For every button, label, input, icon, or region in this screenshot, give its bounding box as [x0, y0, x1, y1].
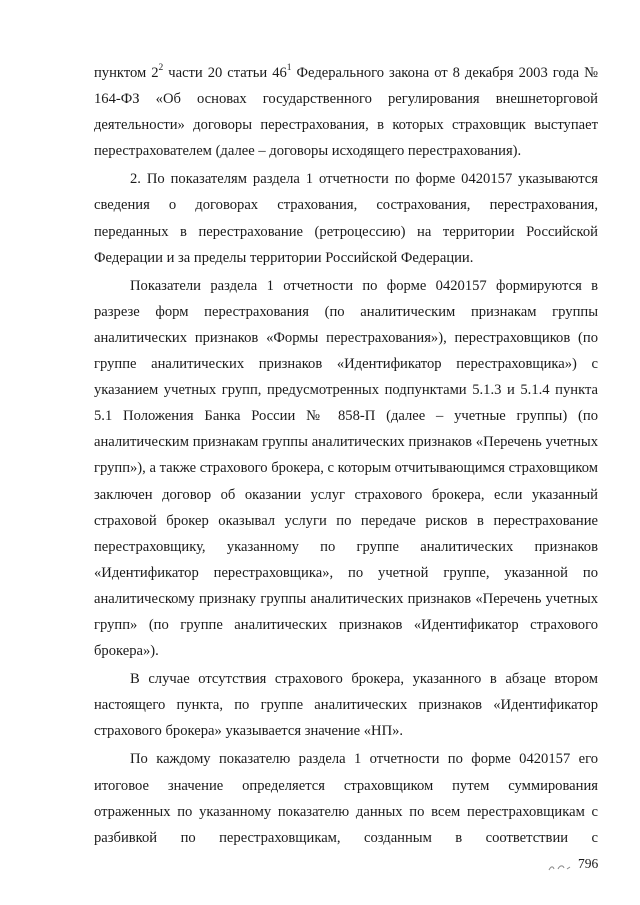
paragraph-item-2: 2. По показателям раздела 1 отчетности по форме 0420157 указываются сведения о договорах страхования, сострахования, перестрахования, переданных в перестрахование (ретроцессию) на территории Российской Федерации и за пределы территории Российской Федерации.	[94, 171, 598, 266]
paragraph-continuation	[94, 60, 598, 164]
document-body	[94, 60, 598, 851]
paragraph-totals: По каждому показателю раздела 1 отчетности по форме 0420157 его итоговое значение определяется страховщиком путем суммирования отраженных по указанному показателю данных по всем перестраховщикам с разбивкой по перестраховщикам, созданным в соответствии с	[94, 751, 598, 846]
text-run: части 20 статьи 46	[163, 65, 287, 81]
superscript: 1	[286, 63, 292, 74]
handwritten-mark-icon	[548, 864, 572, 872]
page-number: 796	[578, 856, 599, 871]
paragraph-section-1-indicators: Показатели раздела 1 отчетности по форме 0420157 формируются в разрезе форм перестрахования (по аналитическим признакам группы аналитических признаков «Формы перестрахования»), перестраховщиков (по группе аналитических признаков «Идентификатор перестраховщика») с указанием учетных групп, предусмотренных подпунктами 5.1.3 и 5.1.4 пункта 5.1 Положения Банка России № 858-П (далее – учетные группы) (по аналитическим признакам группы аналитических признаков «Перечень учетных групп»), а также страхового брокера, с которым отчитывающимся страховщиком заключен договор об оказании услуг страхового брокера, если указанный страховой брокер оказывал услуги по передаче рисков в перестрахование перестраховщику, указанному по группе аналитических признаков «Идентификатор перестраховщика», по учетной группе, указанной по аналитическому признаку группы аналитических признаков «Перечень учетных групп» (по группе аналитических признаков «Идентификатор страхового брокера»).	[94, 277, 598, 660]
text-run: пунктом 2	[94, 65, 159, 81]
superscript: 2	[158, 63, 164, 74]
paragraph-no-broker: В случае отсутствия страхового брокера, указанного в абзаце втором настоящего пункта, по группе аналитических признаков «Идентификатор страхового брокера» указывается значение «НП».	[94, 671, 598, 740]
text-run: Федерального закона от 8 декабря 2003 года № 164-ФЗ «Об основах государственного регулирования внешнеторговой деятельности» договоры перестрахования, в которых страховщик выступает перестрахователем (далее – договоры исходящего перестрахования).	[94, 65, 599, 160]
